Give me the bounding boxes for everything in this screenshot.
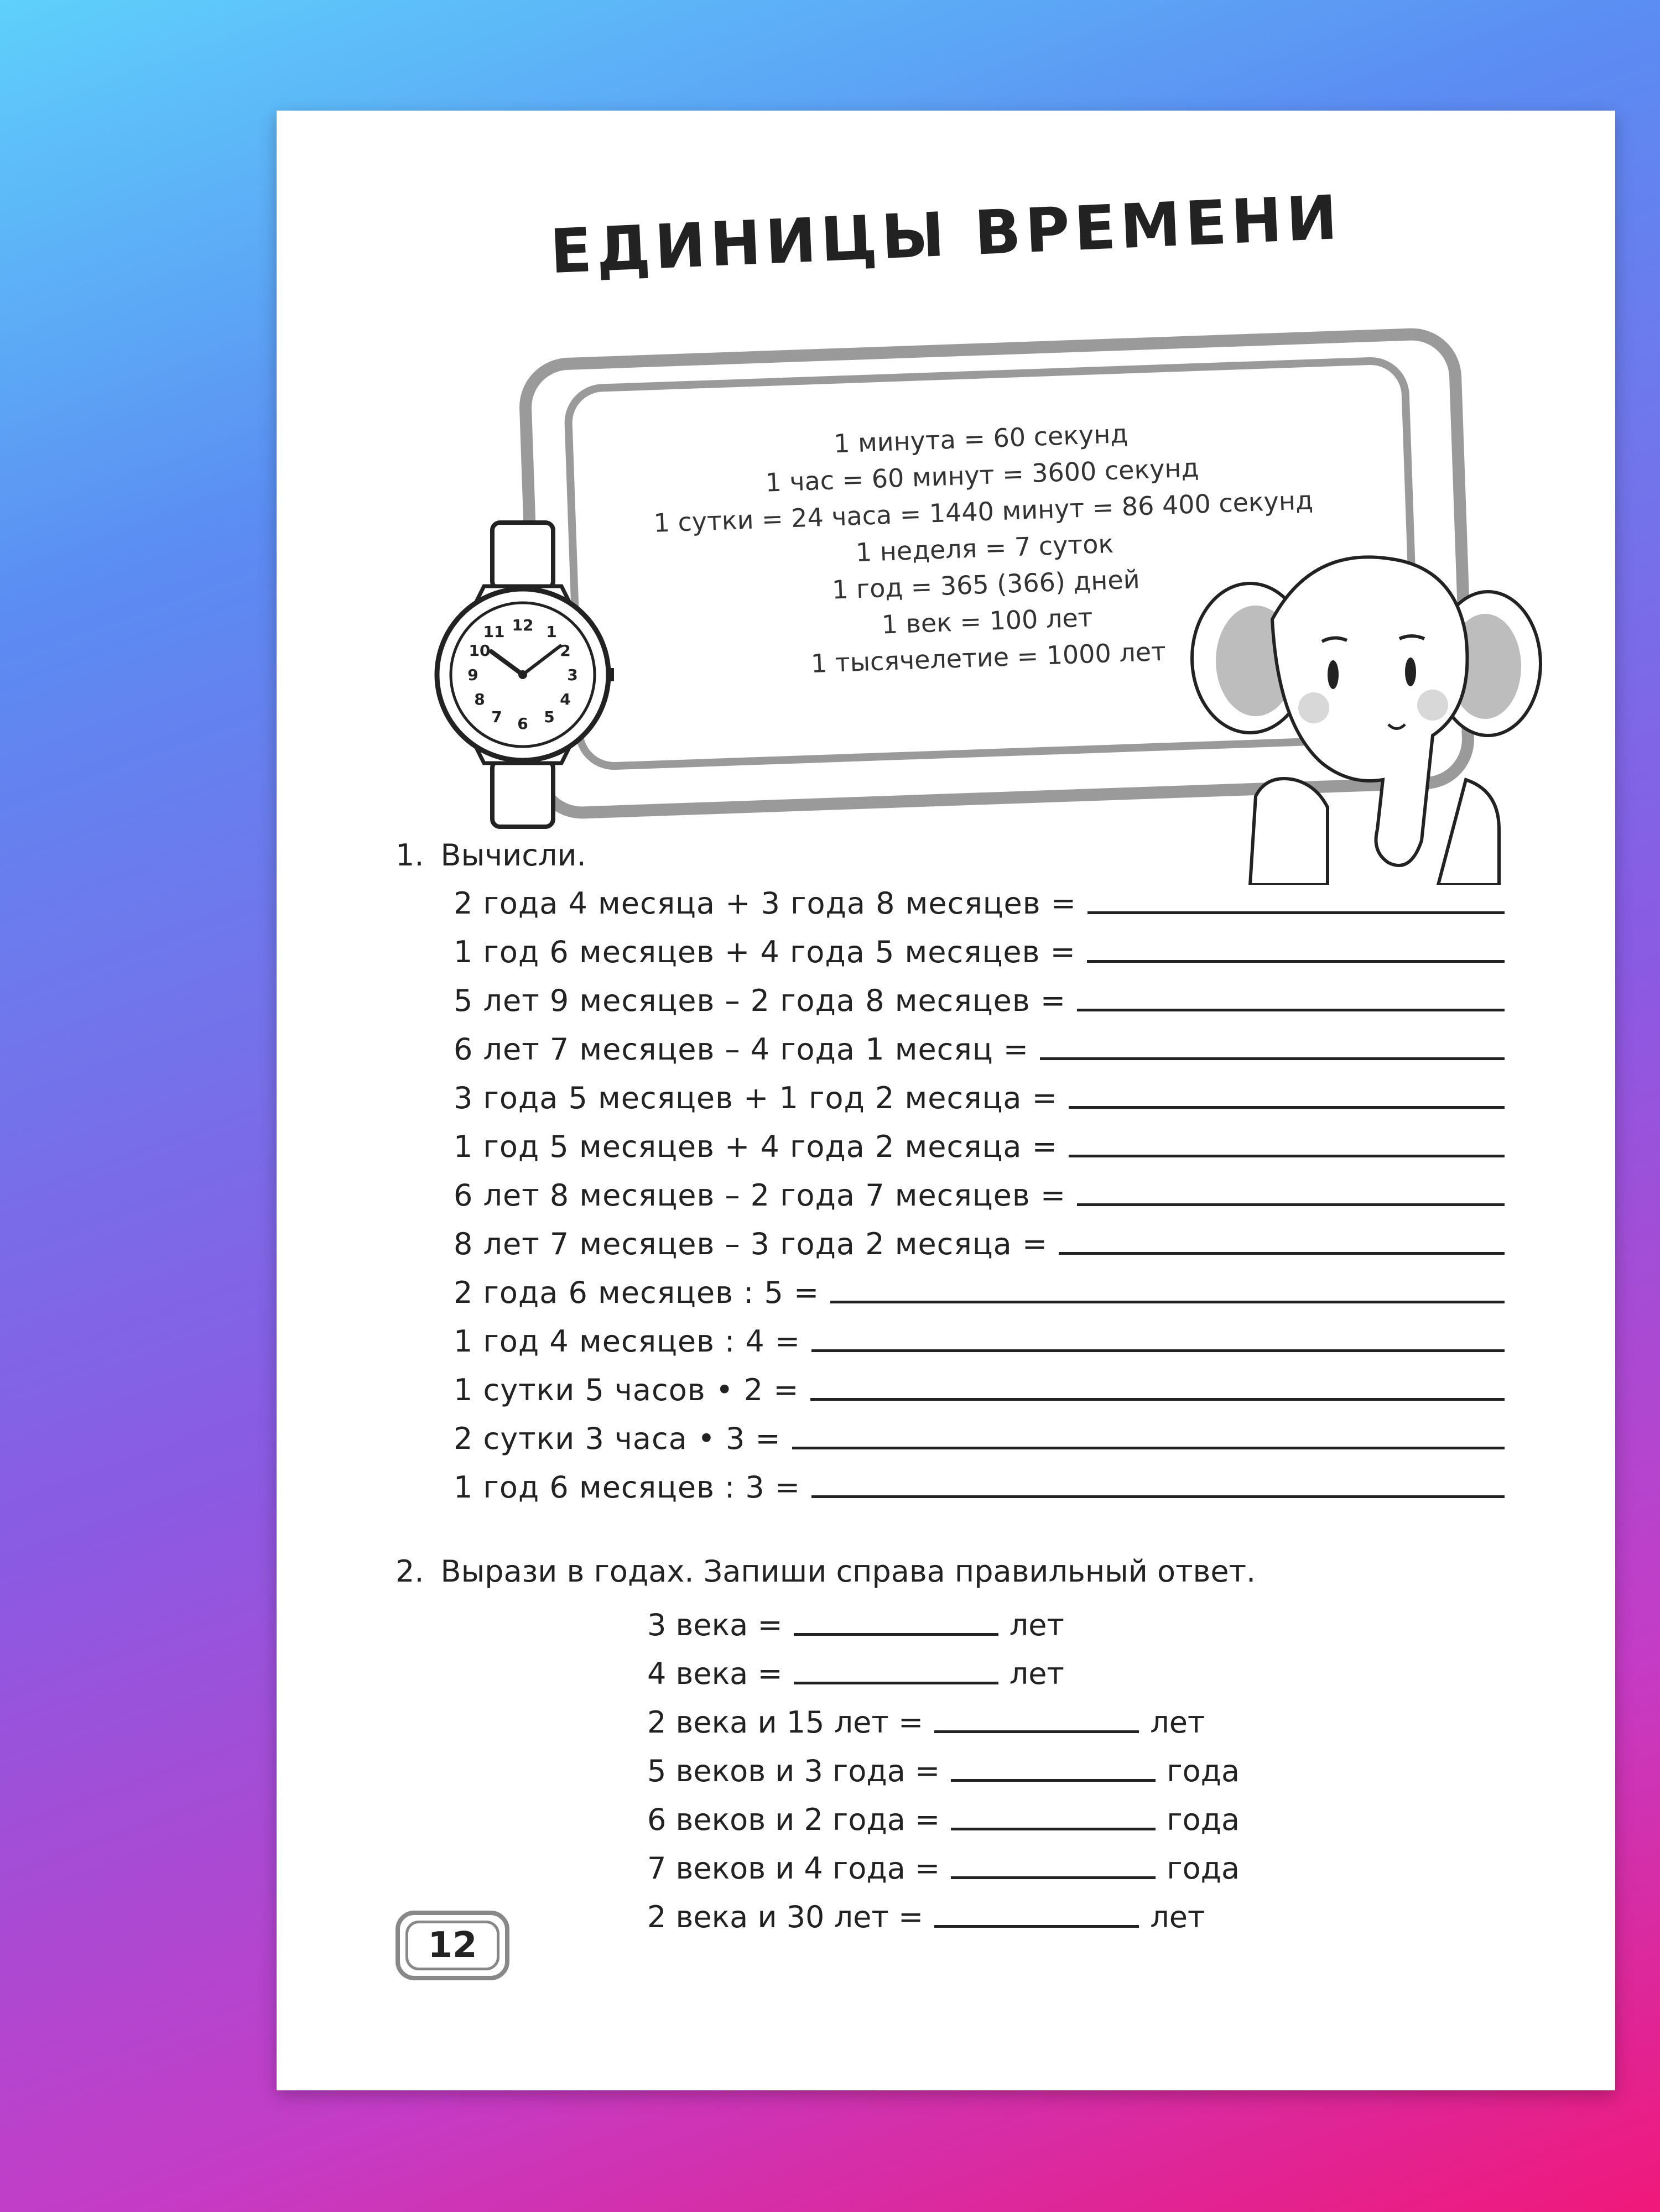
task-1-title: Вычисли. [440,838,586,873]
task-1-expression: 2 года 4 месяца + 3 года 8 месяцев = [454,886,1076,921]
task-2-number: 2. [396,1554,424,1589]
watch-number: 8 [474,690,485,708]
task-2-row [647,1750,1240,1788]
task-1-row [454,1417,1505,1456]
task-2-expression: 7 веков и 4 года = [647,1851,940,1886]
fact-line: 1 час = 60 минут = 3600 секунд [764,452,1200,498]
task-2-expression: 3 века = [647,1608,783,1642]
watch-number: 10 [469,641,491,660]
task-2-row [647,1798,1240,1837]
task-2-expression: 5 веков и 3 года = [647,1754,940,1788]
task-1-expression: 5 лет 9 месяцев – 2 года 8 месяцев = [454,983,1066,1018]
task-1-expression: 2 года 6 месяцев : 5 = [454,1275,820,1310]
answer-line[interactable] [1087,911,1505,914]
task-2-unit: лет [1150,1705,1205,1740]
elephant-icon [1189,542,1543,885]
answer-line[interactable] [1077,1009,1505,1011]
task-1-expression: 1 год 6 месяцев + 4 года 5 месяцев = [454,935,1076,969]
task-1-row [454,1077,1505,1115]
answer-line[interactable] [1069,1155,1505,1157]
task-2-title: Вырази в годах. Запиши справа правильный ответ. [440,1554,1256,1589]
fact-line: 1 неделя = 7 суток [855,528,1114,568]
watch-number: 11 [483,623,505,641]
watch-number: 12 [512,616,534,634]
page-number-badge [396,1911,509,1980]
watch-number: 2 [560,641,571,660]
task-2-unit: лет [1009,1656,1064,1691]
answer-line[interactable] [794,1633,998,1636]
answer-line[interactable] [951,1828,1156,1830]
task-2-unit: лет [1150,1900,1205,1934]
page-title: ЕДИНИЦЫ ВРЕМЕНИ [548,181,1344,288]
answer-line[interactable] [830,1301,1505,1303]
answer-line[interactable] [951,1779,1156,1782]
task-1-row [454,1320,1505,1359]
watch-number: 6 [517,714,528,733]
task-2-expression: 2 века и 30 лет = [647,1900,924,1934]
fact-line: 1 год = 365 (366) дней [831,564,1141,605]
wristwatch-icon [431,520,614,830]
answer-line[interactable] [810,1398,1505,1401]
task-2-unit: лет [1009,1608,1064,1642]
task-1-row [454,1271,1505,1310]
task-2-unit: года [1167,1851,1240,1886]
task-1-row [454,1369,1505,1407]
task-1-expression: 3 года 5 месяцев + 1 год 2 месяца = [454,1081,1058,1115]
watch-number: 4 [560,690,571,708]
task-1-row [454,1174,1505,1213]
task-2-row [647,1701,1205,1740]
task-1-row [454,1125,1505,1164]
answer-line[interactable] [811,1349,1505,1352]
task-1-expression: 2 сутки 3 часа • 3 = [454,1421,781,1456]
task-1-expression: 1 год 4 месяцев : 4 = [454,1324,801,1359]
task-1-row [454,1028,1505,1067]
task-1-expression: 6 лет 7 месяцев – 4 года 1 месяц = [454,1032,1029,1067]
task-2-heading [396,1554,1256,1589]
task-1-row [454,931,1505,969]
task-2-row [647,1652,1064,1691]
task-2-unit: года [1167,1802,1240,1837]
page-number: 12 [405,1921,499,1970]
answer-line[interactable] [1087,960,1505,963]
task-1-expression: 1 год 6 месяцев : 3 = [454,1470,801,1505]
answer-line[interactable] [1077,1203,1505,1206]
fact-line: 1 тысячелетие = 1000 лет [810,636,1167,679]
fact-line: 1 сутки = 24 часа = 1440 минут = 86 400 секунд [653,485,1314,538]
task-1-expression: 8 лет 7 месяцев – 3 года 2 месяца = [454,1227,1048,1261]
task-2-expression: 2 века и 15 лет = [647,1705,924,1740]
task-1-row [454,979,1505,1018]
answer-line[interactable] [1069,1106,1505,1109]
watch-number: 3 [567,666,578,684]
watch-number: 1 [546,623,557,641]
watch-number: 5 [544,708,555,726]
answer-line[interactable] [1040,1057,1505,1060]
task-1-heading [396,838,586,873]
task-1-expression: 1 сутки 5 часов • 2 = [454,1373,799,1407]
task-2-row [647,1604,1064,1642]
watch-number: 9 [467,666,478,684]
task-2-expression: 4 века = [647,1656,783,1691]
task-2-row [647,1847,1240,1886]
answer-line[interactable] [794,1682,998,1684]
task-1-number: 1. [396,838,424,873]
fact-line: 1 век = 100 лет [881,602,1094,640]
answer-line[interactable] [934,1925,1139,1928]
task-2-expression: 6 веков и 2 года = [647,1802,940,1837]
workbook-page [277,111,1615,2090]
fact-line: 1 минута = 60 секунд [833,418,1128,459]
answer-line[interactable] [811,1495,1505,1498]
task-1-expression: 1 год 5 месяцев + 4 года 2 месяца = [454,1129,1058,1164]
task-1-row [454,1466,1505,1505]
task-1-expression: 6 лет 8 месяцев – 2 года 7 месяцев = [454,1178,1066,1213]
answer-line[interactable] [951,1876,1156,1879]
answer-line[interactable] [1059,1252,1505,1255]
answer-line[interactable] [934,1730,1139,1733]
answer-line[interactable] [792,1447,1505,1449]
watch-number: 7 [491,708,502,726]
task-1-row [454,1223,1505,1261]
task-2-row [647,1896,1205,1934]
task-2-unit: года [1167,1754,1240,1788]
task-1-row [454,882,1505,921]
